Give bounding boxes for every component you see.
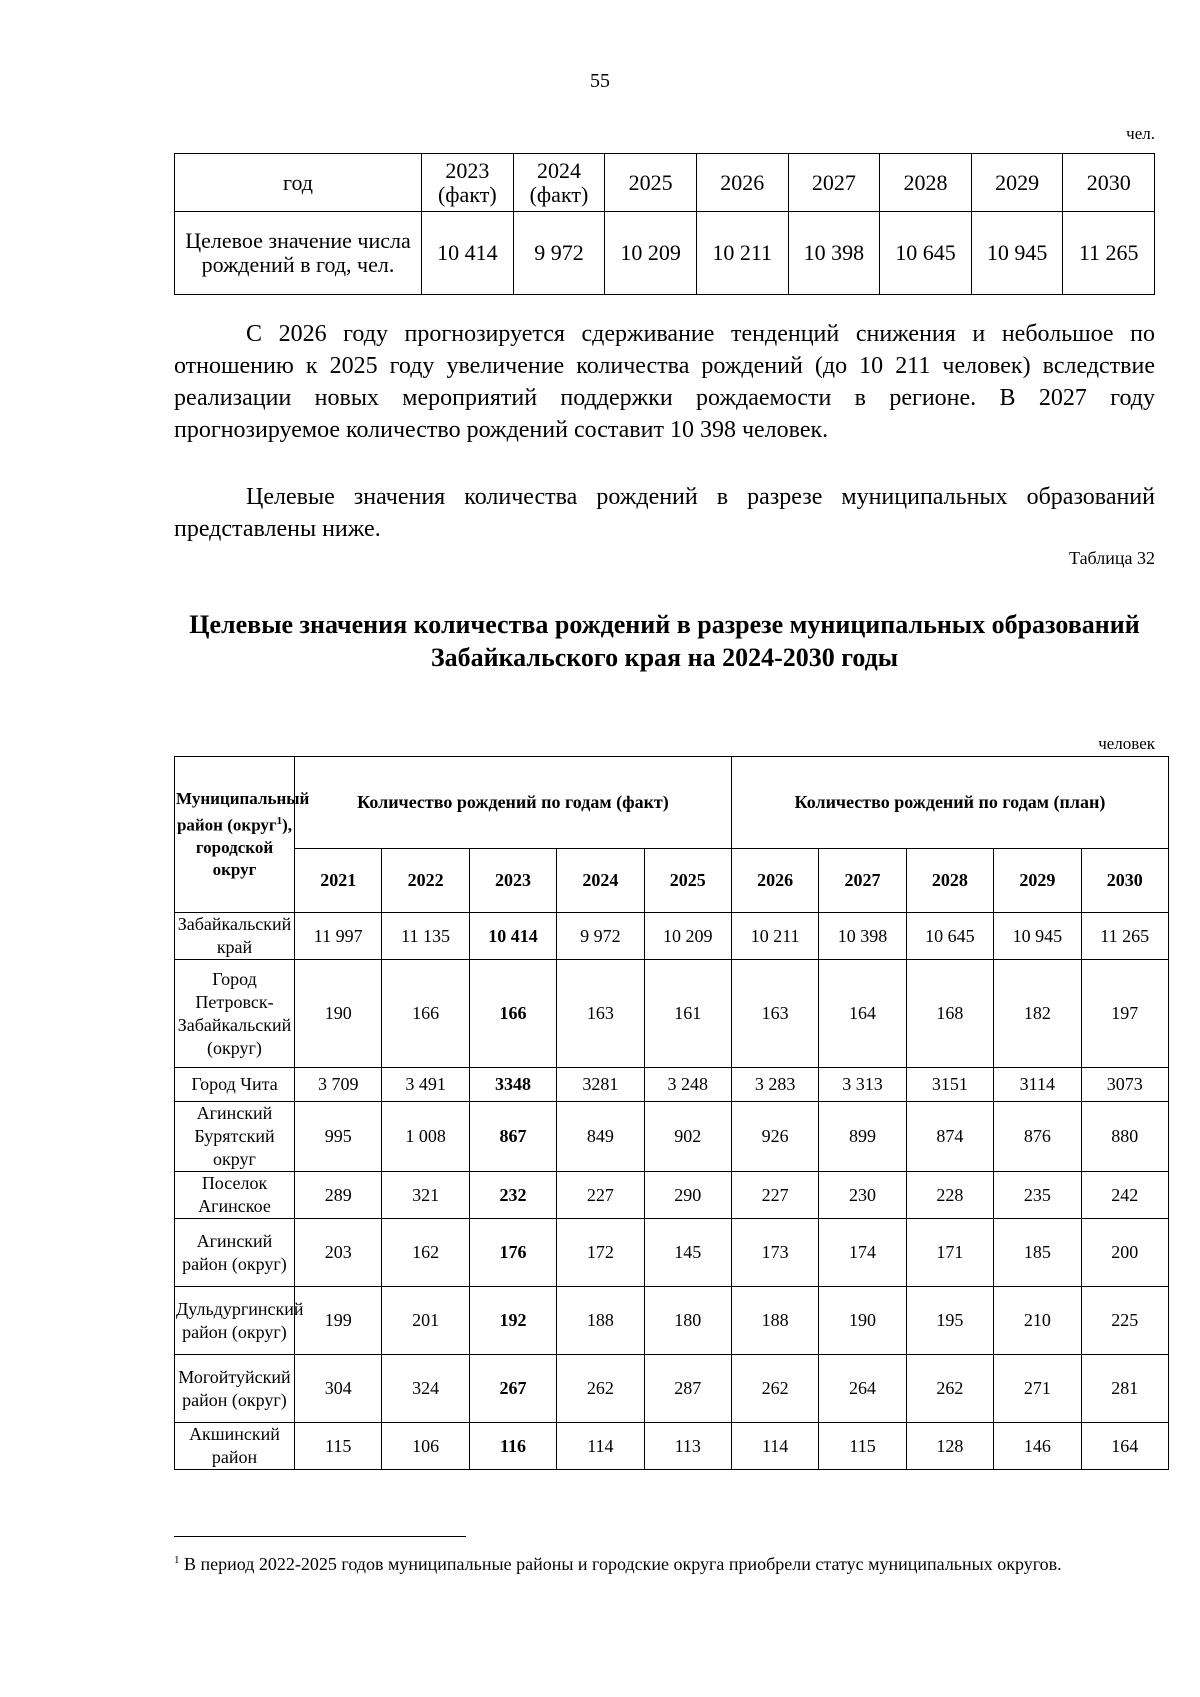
table1-value-cell: 9 972: [513, 212, 605, 295]
table-row: [175, 913, 1169, 960]
table-row: [175, 1423, 1169, 1470]
value-cell: 880: [1081, 1102, 1168, 1172]
value-cell: 200: [1081, 1219, 1168, 1287]
table2-year-header-row: [175, 849, 1169, 913]
year-header: 2030: [1081, 849, 1168, 913]
table1-value-cell: 10 945: [971, 212, 1063, 295]
value-cell: 145: [644, 1219, 731, 1287]
value-cell: 190: [295, 960, 382, 1068]
value-cell: 242: [1081, 1172, 1168, 1219]
year-header: 2022: [382, 849, 469, 913]
table1-header-cell: 2023 (факт): [422, 154, 514, 212]
group-header-plan: Количество рождений по годам (план): [731, 757, 1168, 849]
table1-unit: чел.: [1126, 124, 1155, 143]
value-cell: 262: [906, 1355, 993, 1423]
value-cell: 324: [382, 1355, 469, 1423]
value-cell: 116: [469, 1423, 556, 1470]
value-cell: 899: [819, 1102, 906, 1172]
value-cell: 232: [469, 1172, 556, 1219]
value-cell: 11 265: [1081, 913, 1168, 960]
value-cell: 11 997: [295, 913, 382, 960]
table-row: [175, 1172, 1169, 1219]
table1-value-cell: 10 645: [880, 212, 972, 295]
value-cell: 281: [1081, 1355, 1168, 1423]
footnote-text: В период 2022-2025 годов муниципальные районы и городские округа приобрели статус муниципальных округов.: [179, 1554, 1062, 1574]
value-cell: 995: [295, 1102, 382, 1172]
value-cell: 166: [382, 960, 469, 1068]
footnote: [174, 1548, 1155, 1576]
value-cell: 176: [469, 1219, 556, 1287]
value-cell: 190: [819, 1287, 906, 1355]
value-cell: 290: [644, 1172, 731, 1219]
year-header: 2028: [906, 849, 993, 913]
value-cell: 876: [994, 1102, 1081, 1172]
value-cell: 225: [1081, 1287, 1168, 1355]
value-cell: 287: [644, 1355, 731, 1423]
table1-header-cell: 2024 (факт): [513, 154, 605, 212]
value-cell: 230: [819, 1172, 906, 1219]
year-header: 2025: [644, 849, 731, 913]
table-title: Целевые значения количества рождений в разрезе муниципальных образований Забайкальского края на 2024-2030 годы: [189, 610, 1140, 672]
value-cell: 227: [731, 1172, 818, 1219]
value-cell: 203: [295, 1219, 382, 1287]
municipality-name: Город Петровск-Забайкальский (округ): [175, 960, 295, 1068]
value-cell: 874: [906, 1102, 993, 1172]
value-cell: 267: [469, 1355, 556, 1423]
municipality-name: Агинский район (округ): [175, 1219, 295, 1287]
value-cell: 304: [295, 1355, 382, 1423]
value-cell: 1 008: [382, 1102, 469, 1172]
value-cell: 115: [295, 1423, 382, 1470]
table-row: [175, 1287, 1169, 1355]
value-cell: 262: [731, 1355, 818, 1423]
footnote-marker: 1: [276, 815, 283, 828]
value-cell: 228: [906, 1172, 993, 1219]
value-cell: 3 283: [731, 1068, 818, 1102]
value-cell: 106: [382, 1423, 469, 1470]
target-births-table: [174, 153, 1155, 295]
value-cell: 262: [557, 1355, 644, 1423]
value-cell: 3 313: [819, 1068, 906, 1102]
table1-row-label: Целевое значение числа рождений в год, чел.: [175, 212, 422, 295]
municipality-column-header: [175, 757, 310, 913]
table1-header-cell: 2026: [696, 154, 788, 212]
table-row: [175, 1102, 1169, 1172]
municipality-name: Агинский Бурятский округ: [175, 1102, 295, 1172]
value-cell: 113: [644, 1423, 731, 1470]
value-cell: 195: [906, 1287, 993, 1355]
value-cell: 114: [731, 1423, 818, 1470]
year-header: 2029: [994, 849, 1081, 913]
value-cell: 188: [557, 1287, 644, 1355]
value-cell: 185: [994, 1219, 1081, 1287]
value-cell: 867: [469, 1102, 556, 1172]
value-cell: 902: [644, 1102, 731, 1172]
value-cell: 10 398: [819, 913, 906, 960]
table1-value-cell: 10 414: [422, 212, 514, 295]
municipality-name: Забайкальский край: [175, 913, 295, 960]
table2-group-header-row: [175, 757, 1169, 849]
value-cell: 172: [557, 1219, 644, 1287]
year-header: 2024: [557, 849, 644, 913]
table1-header-cell: 2030: [1063, 154, 1155, 212]
value-cell: 174: [819, 1219, 906, 1287]
table1-value-cell: 10 209: [605, 212, 697, 295]
body-paragraph: С 2026 году прогнозируется сдерживание тенденций снижения и небольшое по отношению к 2025 году увеличение количества рождений (до 10 211 человек) вследствие реализации новых мероприятий поддержки рождаемости в регионе. В 2027 году прогнозируемое количество рождений составит 10 398 человек.: [174, 321, 1155, 443]
value-cell: 163: [731, 960, 818, 1068]
value-cell: 849: [557, 1102, 644, 1172]
value-cell: 164: [1081, 1423, 1168, 1470]
value-cell: 3348: [469, 1068, 556, 1102]
value-cell: 3114: [994, 1068, 1081, 1102]
table1-header-cell: 2027: [788, 154, 880, 212]
year-header: 2021: [295, 849, 382, 913]
value-cell: 180: [644, 1287, 731, 1355]
value-cell: 173: [731, 1219, 818, 1287]
table1-header-cell: 2025: [605, 154, 697, 212]
municipality-name: Могойтуйский район (округ): [175, 1355, 295, 1423]
value-cell: 192: [469, 1287, 556, 1355]
value-cell: 289: [295, 1172, 382, 1219]
table-row: [175, 1355, 1169, 1423]
value-cell: 115: [819, 1423, 906, 1470]
table-row: [175, 1068, 1169, 1102]
value-cell: 10 945: [994, 913, 1081, 960]
table1-header-cell: 2028: [880, 154, 972, 212]
value-cell: 10 209: [644, 913, 731, 960]
table1-value-row: [175, 212, 1155, 295]
table-number: Таблица 32: [1069, 548, 1155, 568]
value-cell: 235: [994, 1172, 1081, 1219]
body-paragraph: Целевые значения количества рождений в разрезе муниципальных образований представлены ниже.: [174, 484, 1155, 542]
table1-header-row: [175, 154, 1155, 212]
municipality-header-text: Муниципальный район (округ: [176, 789, 310, 835]
value-cell: 321: [382, 1172, 469, 1219]
page-number: 55: [590, 70, 610, 92]
value-cell: 171: [906, 1219, 993, 1287]
table-row: [175, 960, 1169, 1068]
table1-header-cell: год: [175, 154, 422, 212]
table-row: [175, 1219, 1169, 1287]
year-header: 2026: [731, 849, 818, 913]
value-cell: 114: [557, 1423, 644, 1470]
value-cell: 3073: [1081, 1068, 1168, 1102]
value-cell: 3281: [557, 1068, 644, 1102]
value-cell: 146: [994, 1423, 1081, 1470]
year-header: 2023: [469, 849, 556, 913]
value-cell: 182: [994, 960, 1081, 1068]
footnote-marker: 1: [174, 1554, 180, 1566]
value-cell: 227: [557, 1172, 644, 1219]
value-cell: 11 135: [382, 913, 469, 960]
value-cell: 3 709: [295, 1068, 382, 1102]
value-cell: 10 211: [731, 913, 818, 960]
value-cell: 201: [382, 1287, 469, 1355]
value-cell: 128: [906, 1423, 993, 1470]
table1-header-cell: 2029: [971, 154, 1063, 212]
value-cell: 3 491: [382, 1068, 469, 1102]
municipality-header-text: ), городской округ: [195, 815, 293, 879]
value-cell: 210: [994, 1287, 1081, 1355]
group-header-fact: Количество рождений по годам (факт): [295, 757, 732, 849]
table1-value-cell: 11 265: [1063, 212, 1155, 295]
value-cell: 926: [731, 1102, 818, 1172]
value-cell: 9 972: [557, 913, 644, 960]
value-cell: 162: [382, 1219, 469, 1287]
value-cell: 3 248: [644, 1068, 731, 1102]
municipality-name: Акшинский район: [175, 1423, 295, 1470]
municipal-births-table: [174, 756, 1169, 1470]
value-cell: 166: [469, 960, 556, 1068]
value-cell: 199: [295, 1287, 382, 1355]
year-header: 2027: [819, 849, 906, 913]
table2-body: [175, 913, 1169, 1470]
value-cell: 164: [819, 960, 906, 1068]
municipality-name: Город Чита: [175, 1068, 295, 1102]
value-cell: 163: [557, 960, 644, 1068]
value-cell: 168: [906, 960, 993, 1068]
value-cell: 10 645: [906, 913, 993, 960]
value-cell: 271: [994, 1355, 1081, 1423]
value-cell: 264: [819, 1355, 906, 1423]
value-cell: 188: [731, 1287, 818, 1355]
footnote-divider: [174, 1536, 466, 1537]
table1-value-cell: 10 211: [696, 212, 788, 295]
municipality-name: Дульдургинский район (округ): [175, 1287, 295, 1355]
table1-value-cell: 10 398: [788, 212, 880, 295]
value-cell: 3151: [906, 1068, 993, 1102]
value-cell: 197: [1081, 960, 1168, 1068]
value-cell: 10 414: [469, 913, 556, 960]
municipality-name: Поселок Агинское: [175, 1172, 295, 1219]
table2-unit: человек: [1098, 734, 1155, 753]
value-cell: 161: [644, 960, 731, 1068]
